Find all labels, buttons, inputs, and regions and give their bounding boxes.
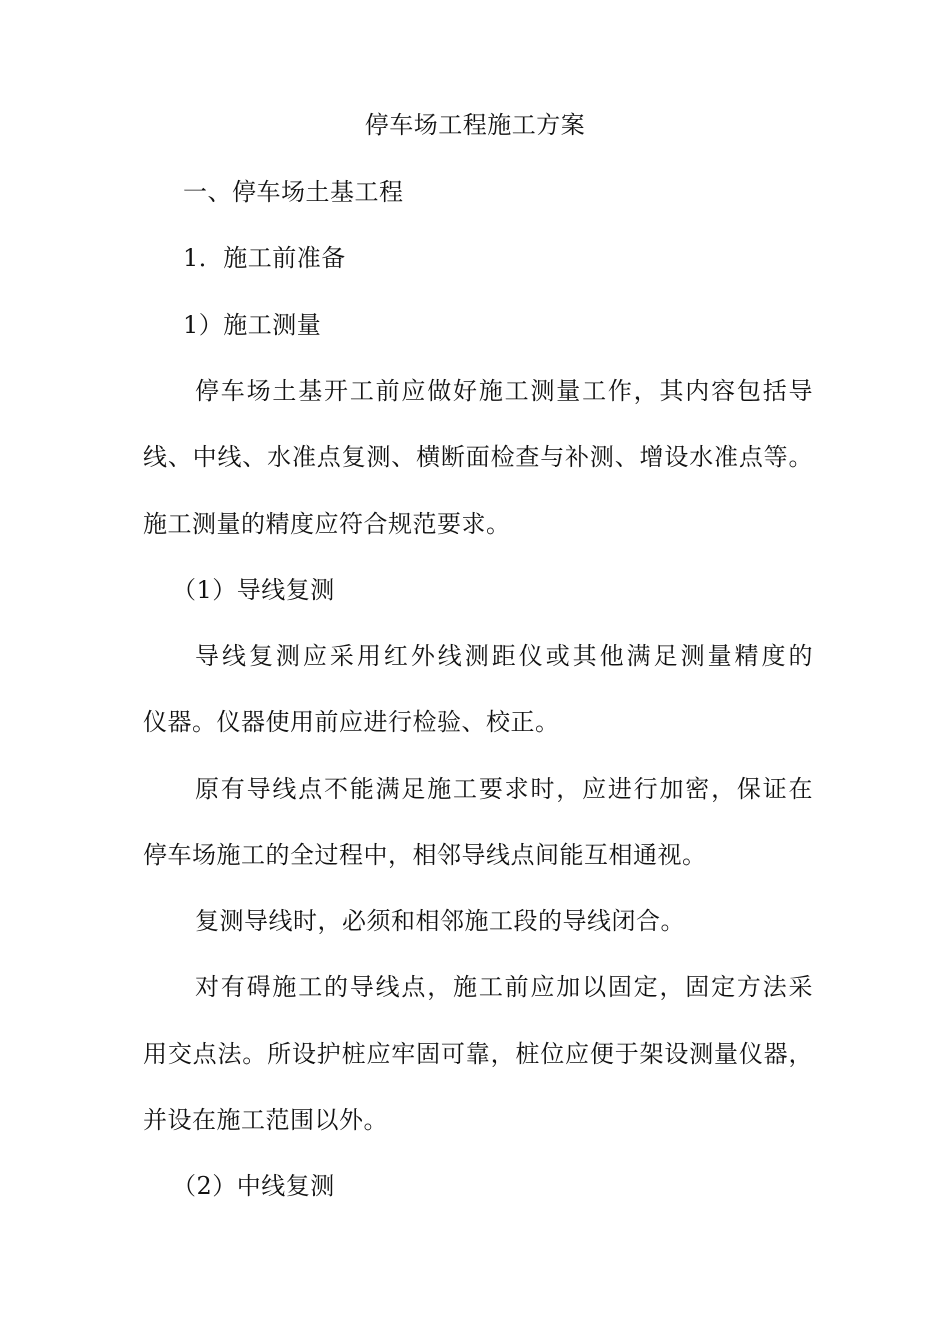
paragraph-line: 复测导线时，必须和相邻施工段的导线闭合。 xyxy=(195,907,685,935)
paragraph-line: 导线复测应采用红外线测距仪或其他满足测量精度的 xyxy=(195,642,813,670)
item-heading: （2）中线复测 xyxy=(172,1172,335,1200)
document-title: 停车场工程施工方案 xyxy=(364,111,586,139)
subsection-heading: 1．施工前准备 xyxy=(183,244,346,272)
paragraph-line: 施工测量的精度应符合规范要求。 xyxy=(143,510,511,538)
paragraph-line: 并设在施工范围以外。 xyxy=(143,1106,388,1134)
paragraph-line: 对有碍施工的导线点，施工前应加以固定，固定方法采 xyxy=(195,973,813,1001)
paragraph-line: 停车场土基开工前应做好施工测量工作，其内容包括导 xyxy=(195,377,813,405)
paragraph-line: 原有导线点不能满足施工要求时，应进行加密，保证在 xyxy=(195,775,813,803)
paragraph-line: 线、中线、水准点复测、横断面检查与补测、增设水准点等。 xyxy=(143,443,813,471)
section-heading: 一、停车场土基工程 xyxy=(183,178,404,206)
paragraph-line: 用交点法。所设护桩应牢固可靠，桩位应便于架设测量仪器， xyxy=(143,1040,813,1068)
item-heading: （1）导线复测 xyxy=(172,576,335,604)
paragraph-line: 仪器。仪器使用前应进行检验、校正。 xyxy=(143,708,560,736)
subsubsection-heading: 1）施工测量 xyxy=(183,311,322,339)
paragraph-line: 停车场施工的全过程中，相邻导线点间能互相通视。 xyxy=(143,841,707,869)
